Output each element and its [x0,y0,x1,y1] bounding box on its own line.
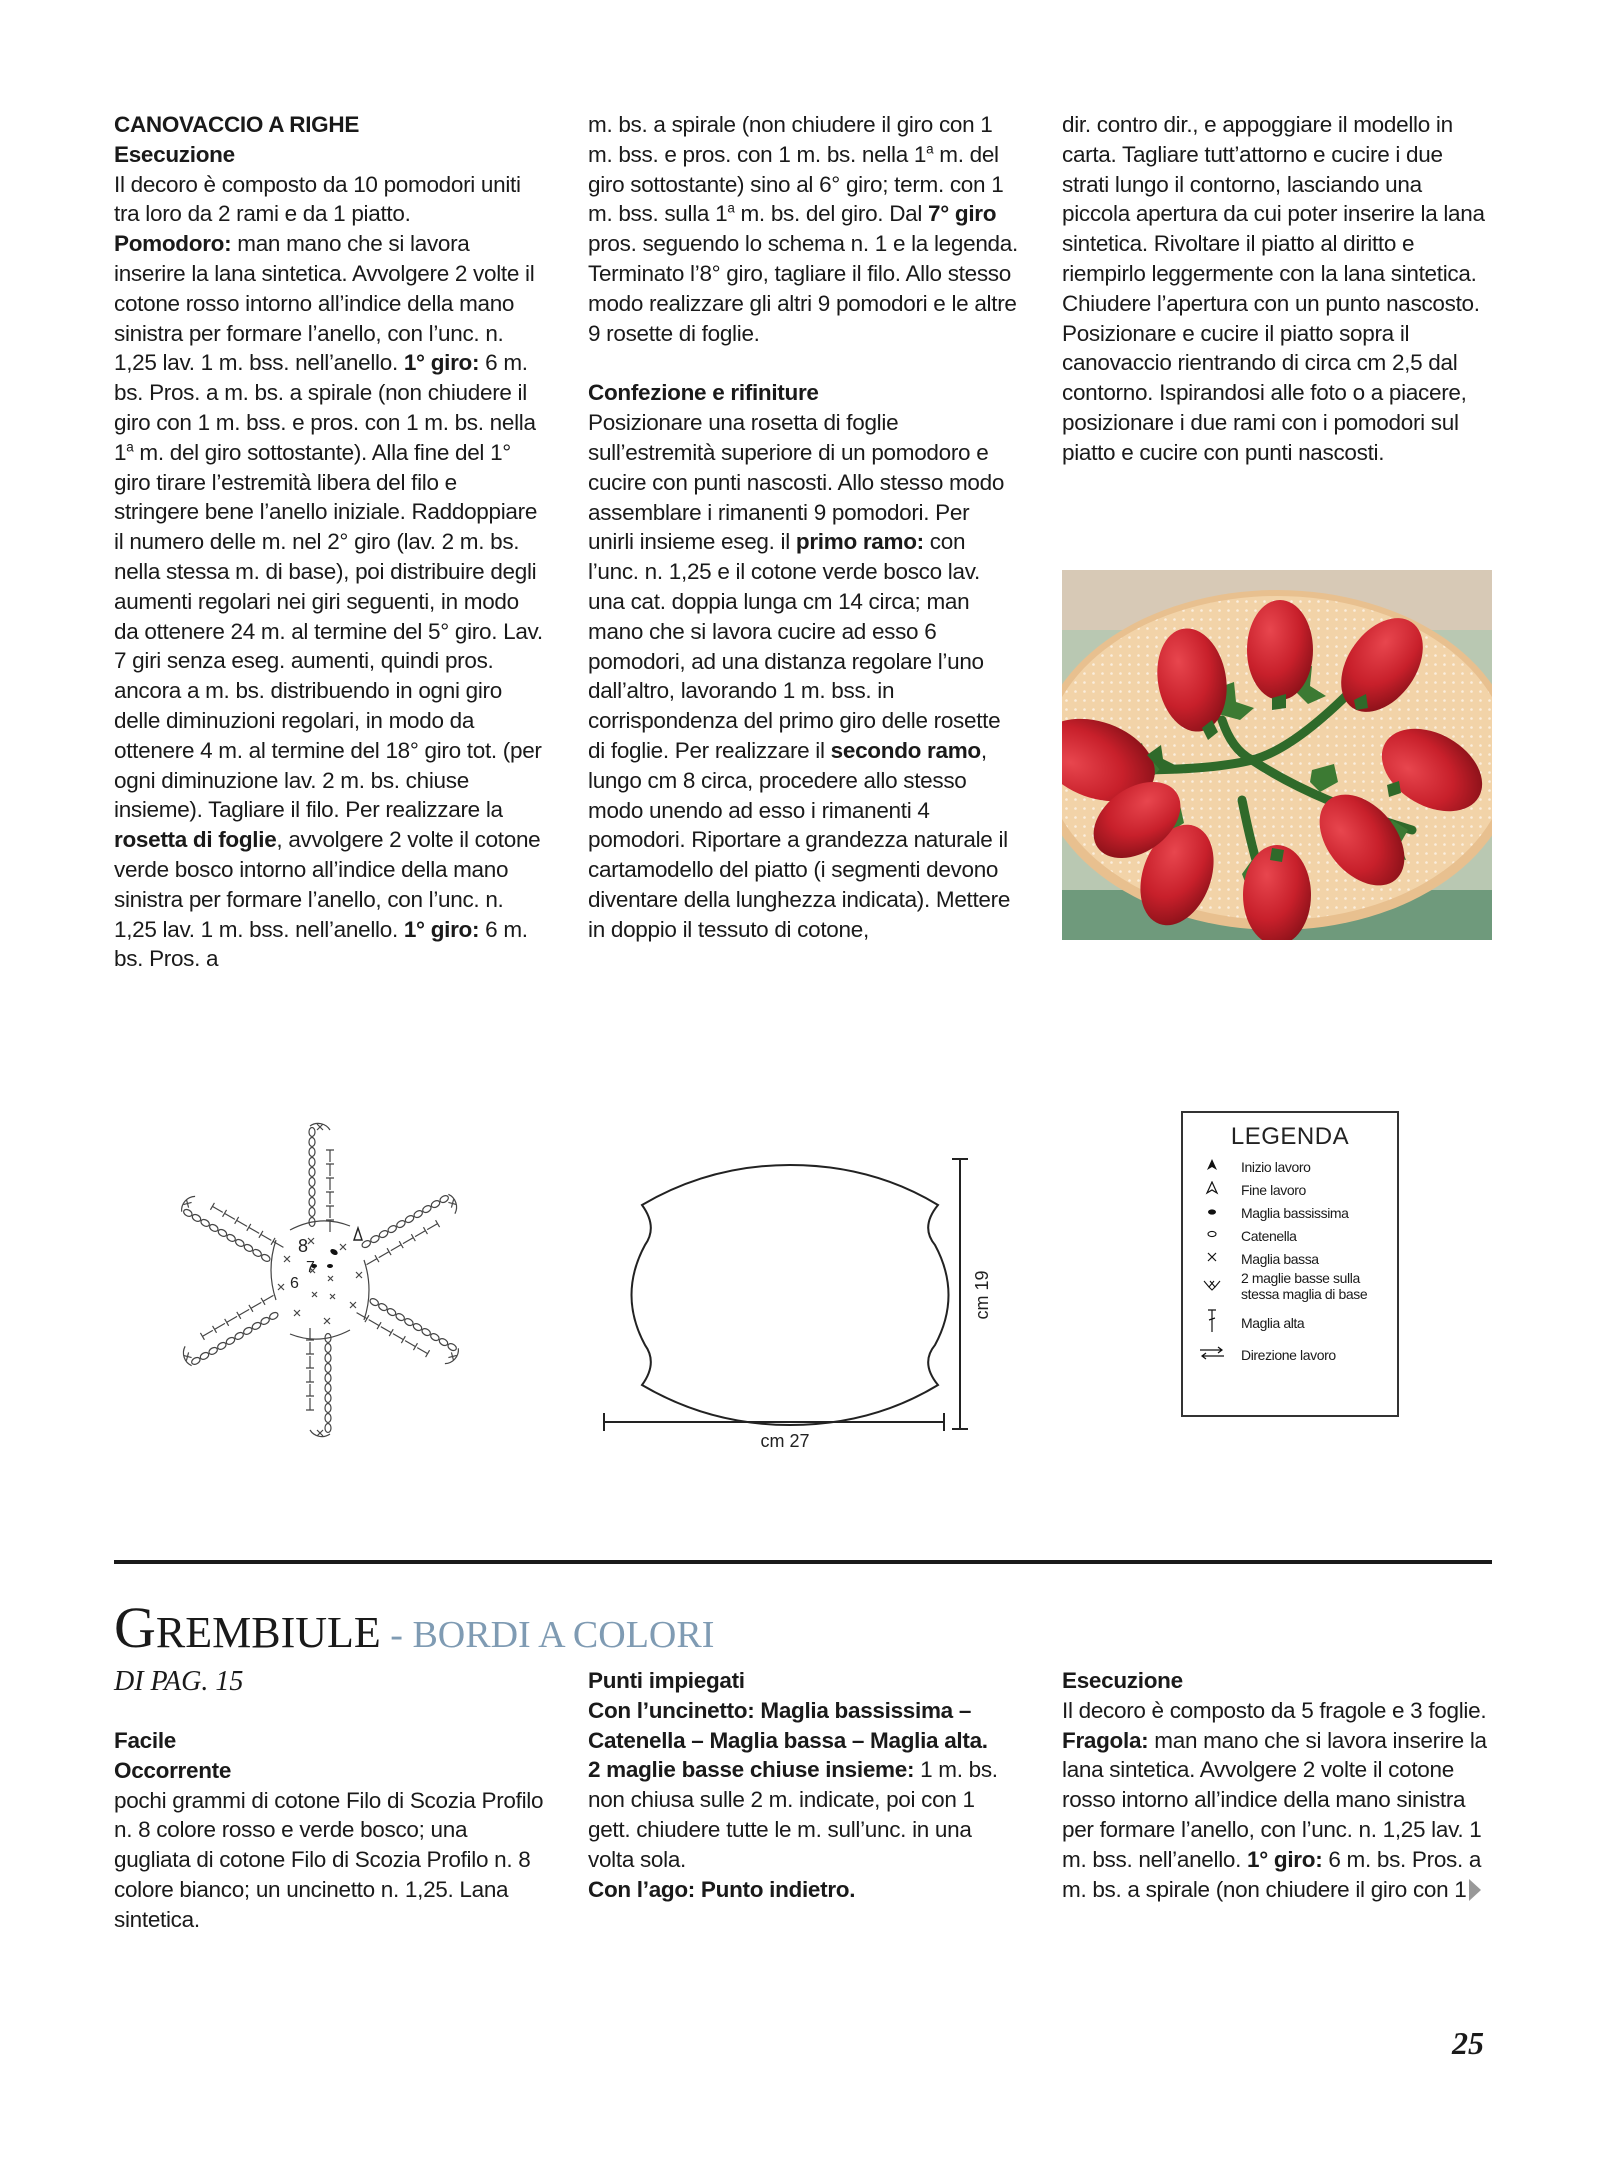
crochet-chart [130,1085,510,1475]
punti-uncinetto: Con l’uncinetto: Maglia bassissima – Catenella – Maglia bassa – Maglia alta. [588,1697,988,1753]
open-oval-icon [1183,1227,1241,1244]
continue-arrow-icon [1469,1879,1481,1901]
outline-arrow-icon [1183,1181,1241,1198]
punti-ago: Con l’ago: Punto indietro. [588,1876,856,1902]
round-label-6: 6 [290,1275,299,1292]
tomato-photo [1062,570,1492,940]
legend-item: Maglia bassa [1183,1247,1397,1270]
legend-title: LEGENDA [1230,1123,1350,1150]
occorrente-heading: Occorrente [114,1757,232,1783]
intro-text: Il decoro è composto da 10 pomodori uniti tra loro da 2 rami e da 1 piatto. [114,171,521,227]
legend-item: Maglia bassissima [1183,1201,1397,1224]
t-stitch-icon [1183,1308,1241,1337]
section-divider [114,1560,1492,1564]
punti-heading: Punti impiegati [588,1668,745,1693]
section2-column-2 [588,1666,1018,1904]
double-arrow-icon [1183,1346,1241,1363]
rosetta-label: rosetta di foglie [114,827,277,853]
esecuzione-intro: Il decoro è composto da 5 fragole e 3 foglie. [1062,1697,1487,1723]
tomato-illustration [1062,570,1492,940]
pomodoro-continued: m. bs. a spirale (non chiudere il giro con 1 m. bss. e pros. con 1 m. bs. nella 1$^a$ m. del giro sottostante) sino al 6° giro; term. con 1 m. bss. sulla 1$^a$ m. bs. del giro. Dal 7° giro pros. seguendo lo schema n. 1 e la legenda. Terminato l’8° giro, tagliare il filo. Allo stesso modo realizzare gli altri 9 pomodori e le altre 9 rosette di foglie. [588,112,1018,346]
section2-column-1 [114,1726,544,1935]
plate-pattern [590,1145,1010,1465]
double-v-icon [1183,1278,1241,1295]
height-dimension [952,1159,968,1429]
section2-title-sub: BORDI A COLORI [412,1614,715,1656]
cross-icon [1183,1250,1241,1267]
legend-item: Inizio lavoro [1183,1155,1397,1178]
section1-title: CANOVACCIO A RIGHE [114,112,360,137]
section2-title-main: GREMBIULE [114,1595,381,1660]
section2-column-3 [1062,1666,1492,1904]
section1-column-1 [114,110,544,974]
width-dimension [604,1413,944,1431]
esecuzione-heading: Esecuzione [114,141,235,167]
legend-item: Fine lavoro [1183,1178,1397,1201]
plate-pattern-svg [590,1145,1010,1465]
confezione-heading: Confezione e rifiniture [588,380,819,406]
legend-item: Catenella [1183,1224,1397,1247]
fragola-paragraph: Fragola: man mano che si lavora inserire la lana sintetica. Avvolgere 2 volte il cotone rosso intorno all’indice della mano sinistra per formare l’anello, con l’unc. n. 1,25 lav. 1 m. bss. nell’anello. 1° giro: 6 m. bs. Pros. a m. bs. a spirale (non chiudere il giro con 1 [1062,1727,1487,1902]
chiuse-paragraph: 2 maglie basse chiuse insieme: 1 m. bs. non chiusa sulle 2 m. indicate, poi con 1 gett. chiudere tutte le m. sull’unc. in una volta sola. [588,1757,998,1872]
legend-item: 2 maglie basse sulla stessa maglia di base [1183,1270,1397,1302]
height-label: cm 19 [972,1270,992,1320]
confezione-continued: dir. contro dir., e appoggiare il modello in carta. Tagliare tutt’attorno e cucire i due strati lungo il contorno, lasciando una piccola apertura da cui poter inserire la lana sintetica. Rivoltare il piatto al diritto e riempirlo leggermente con la lana sintetica. Chiudere l’apertura con un punto nascosto. Posizionare e cucire il piatto sopra il canovaccio rientrando di circa cm 2,5 dal contorno. Ispirandosi alle foto o a piacere, posizionare i due rami con i pomodori sul piatto e cucire con punti nascosti. [1062,112,1485,465]
esecuzione-heading-2: Esecuzione [1062,1668,1183,1693]
difficulty-label: Facile [114,1728,176,1753]
section1-column-3 [1062,110,1492,468]
round-label-8: 8 [298,1236,309,1256]
legend-item: Maglia alta [1183,1308,1397,1337]
pomodoro-label: Pomodoro: [114,231,232,257]
round-label-7: 7 [306,1259,315,1276]
page-number: 25 [1452,2025,1484,2061]
plate-outline [632,1165,949,1425]
page-reference: DI PAG. 15 [114,1666,244,1697]
pomodoro-paragraph: Pomodoro: man mano che si lavora inserire la lana sintetica. Avvolgere 2 volte il cotone rosso intorno all’indice della mano sinistra per formare l’anello, con l’unc. n. 1,25 lav. 1 m. bss. nell’anello. 1° giro: 6 m. bs. Pros. a m. bs. a spirale (non chiudere il giro con 1 m. bss. e pros. con 1 m. bs. nella 1$^a$ m. del giro sottostante). Alla fine del 1° giro tirare l’estremità libera del filo e stringere bene l’anello iniziale. Raddoppiare il numero delle m. nel 2° giro (lav. 2 m. bs. nella stessa m. di base), poi distribuire degli aumenti regolari nei giri seguenti, in modo da ottenere 24 m. al termine del 5° giro. Lav. 7 giri senza eseg. aumenti, quindi pros. ancora a m. bs. distribuendo in ogni giro delle diminuzioni regolari, in modo da ottenere 4 m. al termine del 18° giro tot. (per ogni diminuzione lav. 2 m. bs. chiuse insieme). Tagliare il filo. Per realizzare la rosetta di foglie, avvolgere 2 volte il cotone verde bosco intorno all’indice della mano sinistra per formare l’anello, con l’unc. n. 1,25 lav. 1 m. bss. nell’anello. 1° giro: 6 m. bs. Pros. a [114,231,543,972]
occorrente-text: pochi grammi di cotone Filo di Scozia Profilo n. 8 colore rosso e verde bosco; una gugliata di cotone Filo di Scozia Profilo n. 8 colore bianco; un uncinetto n. 1,25. Lana sintetica. [114,1787,544,1932]
section2-title: GREMBIULE - BORDI A COLORI [114,1595,715,1660]
star-arms [177,1123,462,1436]
section1-column-2 [588,110,1018,945]
filled-oval-icon [1183,1204,1241,1221]
filled-arrow-icon [1183,1158,1241,1175]
crochet-chart-svg [130,1085,510,1475]
legend-item: Direzione lavoro [1183,1343,1397,1366]
confezione-paragraph: Posizionare una rosetta di foglie sull’estremità superiore di un pomodoro e cucire con punti nascosti. Allo stesso modo assemblare i rimanenti 9 pomodori. Per unirli insieme eseg. il primo ramo: con l’unc. n. 1,25 e il cotone verde bosco lav. una cat. doppia lunga cm 14 circa; man mano che si lavora cucire ad esso 6 pomodori, ad una distanza regolare l’uno dall’altro, lavorando 1 m. bss. in corrispondenza del primo giro delle rosette di foglie. Per realizzare il secondo ramo, lungo cm 8 circa, procedere allo stesso modo unendo ad esso i rimanenti 4 pomodori. Riportare a grandezza naturale il cartamodello del piatto (i segmenti devono diventare della lunghezza indicata). Mettere in doppio il tessuto di cotone, [588,410,1011,942]
legend-box [1181,1111,1399,1417]
width-label: cm 27 [760,1431,810,1451]
